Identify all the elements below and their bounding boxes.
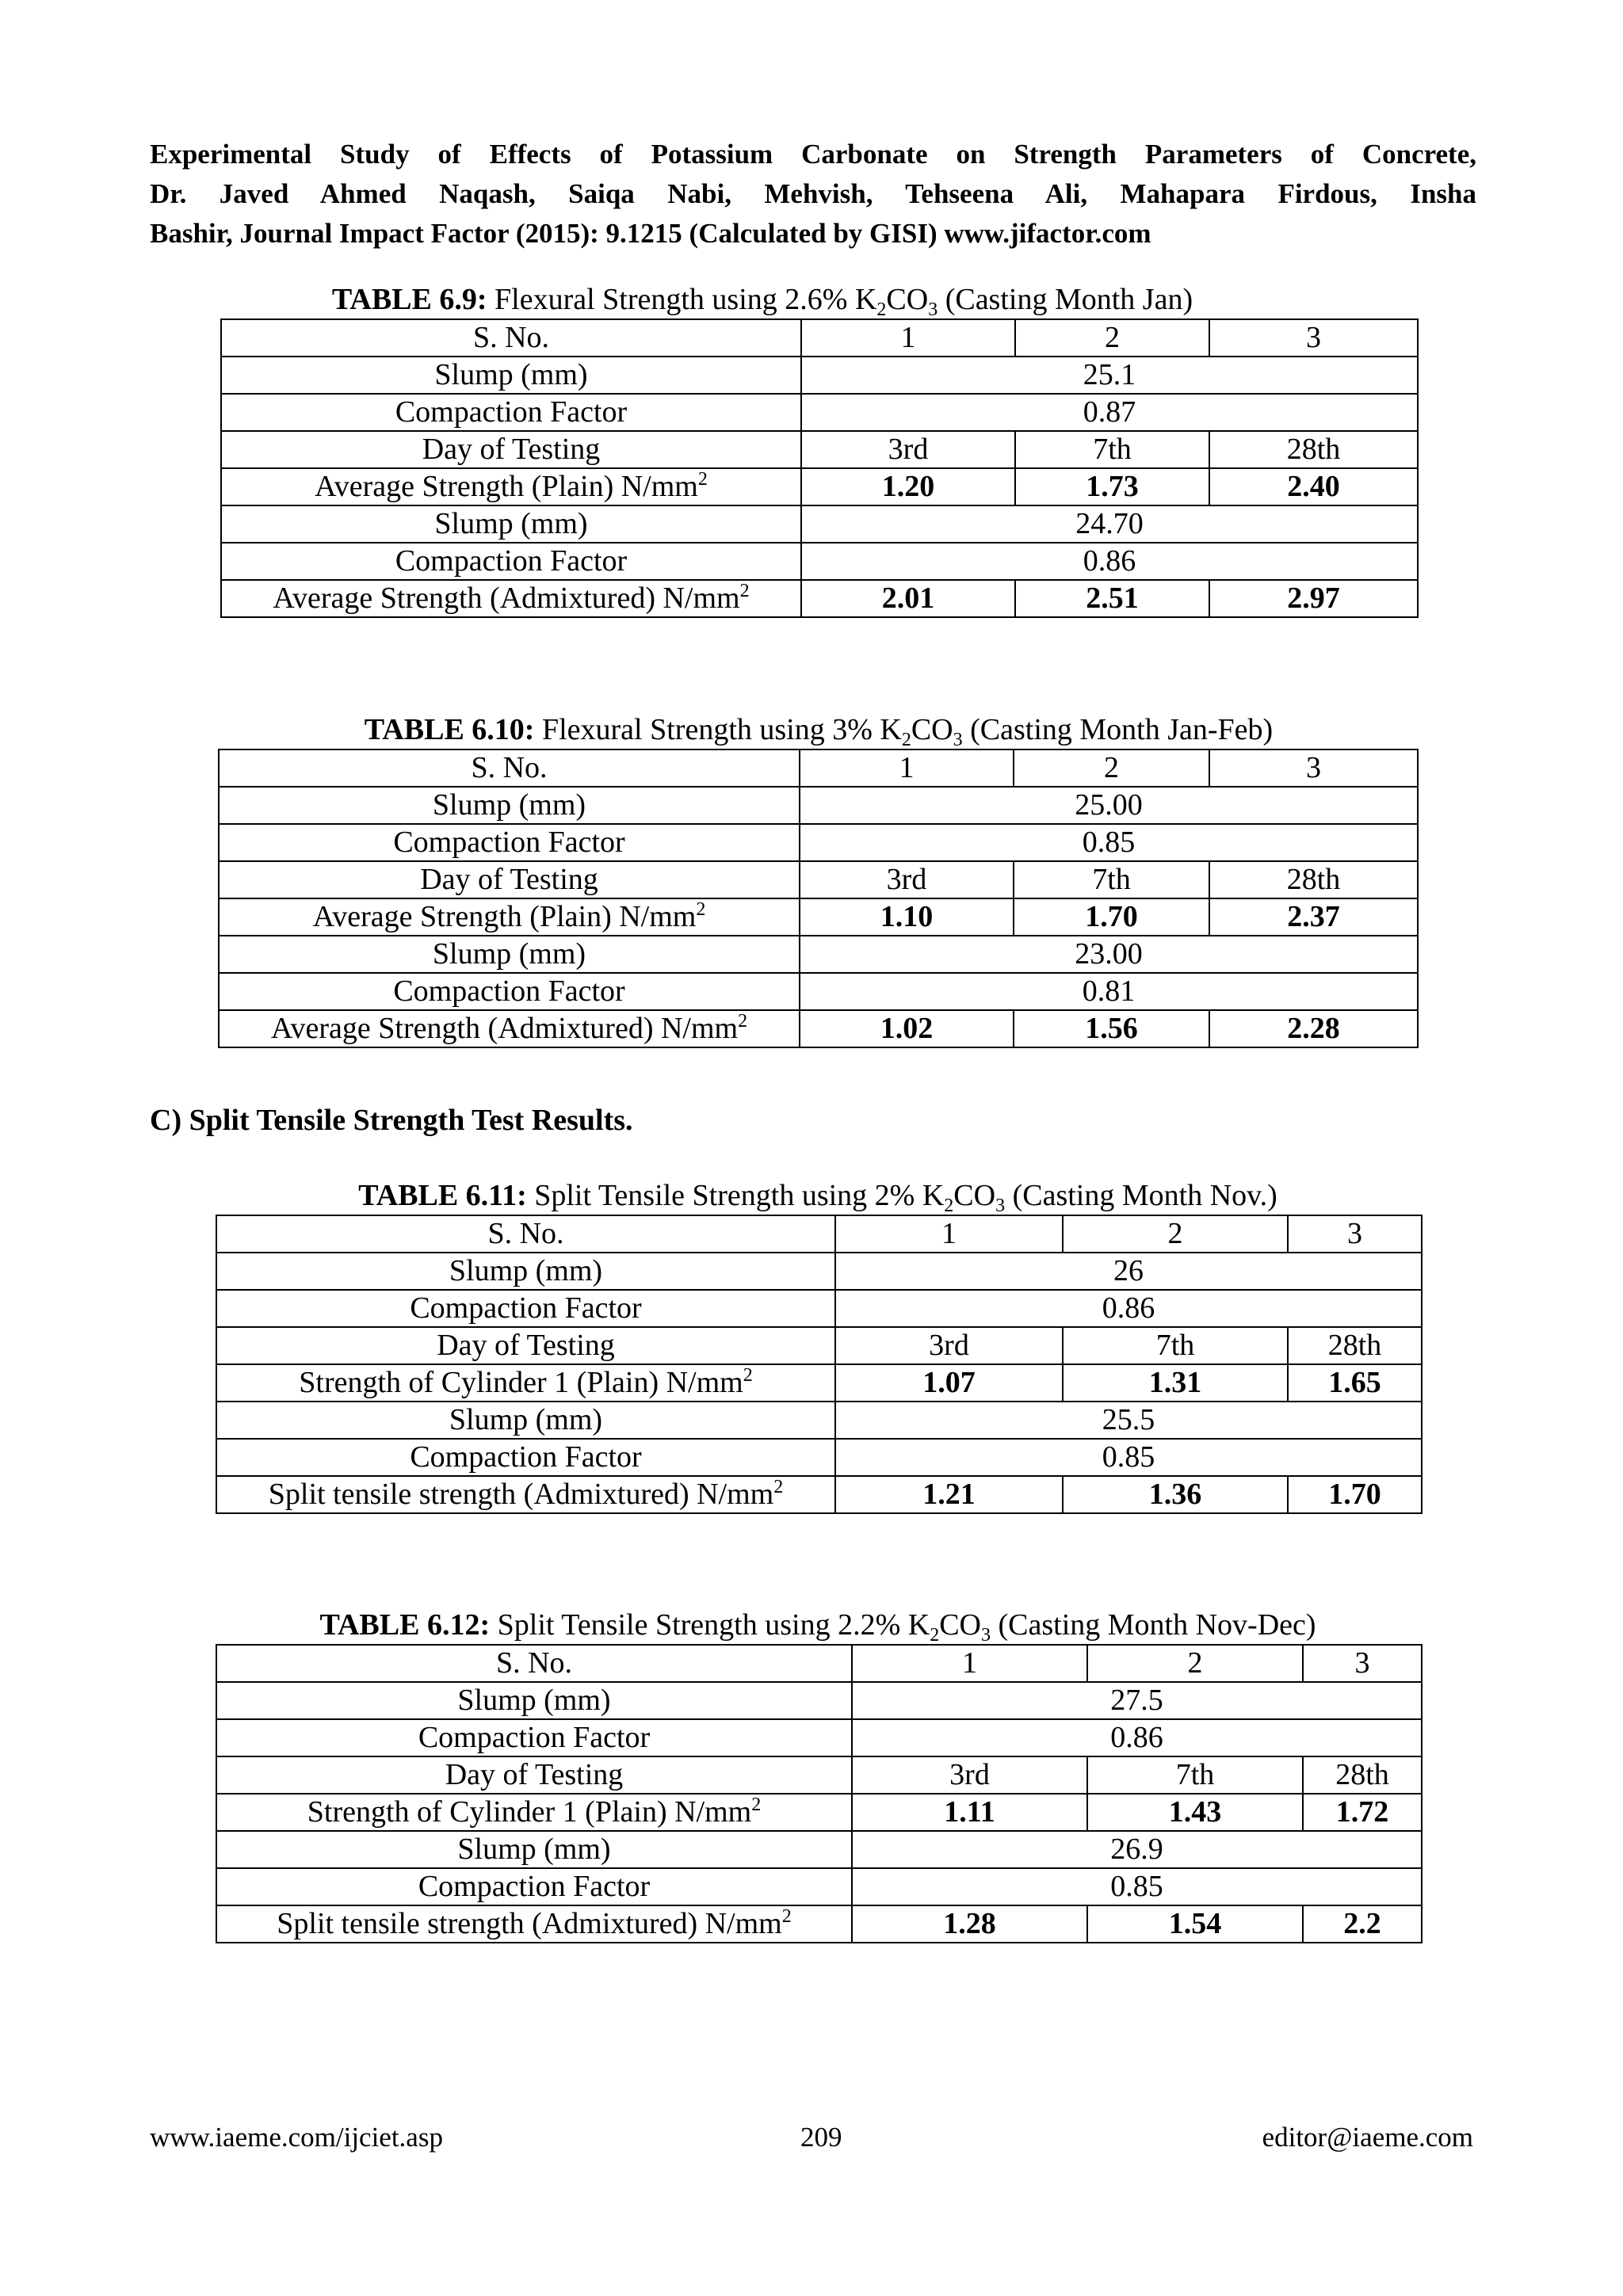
row-label: S. No. [221,319,801,357]
table-row [221,580,1418,617]
table-row [221,468,1418,505]
table-cell: 7th [1087,1756,1303,1794]
table-cell: 1.56 [1014,1010,1209,1047]
table-row [216,1905,1422,1943]
row-label: Split tensile strength (Admixtured) $N/mm^2$ [216,1905,852,1943]
row-label: Slump (mm) [219,787,800,824]
row-label: Slump (mm) [219,936,800,973]
table-row [221,357,1418,394]
row-label: S. No. [216,1215,835,1253]
table-cell: 1.21 [835,1476,1063,1513]
row-label: Compaction Factor [216,1290,835,1327]
table-cell: 3 [1288,1215,1422,1253]
table-cell: 1 [801,319,1015,357]
table-row [216,1756,1422,1794]
table-cell: 26 [835,1253,1422,1290]
table-row [221,543,1418,580]
table-cell: 28th [1288,1327,1422,1364]
table-cell: 1.73 [1015,468,1209,505]
table-cell: 23.00 [800,936,1418,973]
row-label: S. No. [219,749,800,787]
table-cell: 3rd [801,431,1015,468]
table-cell: 2.37 [1209,898,1418,936]
table-cell: 2.28 [1209,1010,1418,1047]
table-row [221,319,1418,357]
row-label: Slump (mm) [221,505,801,543]
table-cell: 1.65 [1288,1364,1422,1402]
table-row [219,898,1418,936]
footer-email-link[interactable]: editor@iaeme.com [1262,2122,1473,2153]
row-label: Split tensile strength (Admixtured) $N/mm^2$ [216,1476,835,1513]
table-caption: TABLE 6.9: Flexural Strength using 2.6% $K_2CO_3$ (Casting Month Jan) [331,283,1193,320]
table-cell: 1 [852,1645,1087,1682]
table-cell: 0.86 [852,1719,1422,1756]
table-row [216,1290,1422,1327]
row-label: Day of Testing [216,1327,835,1364]
row-label: Average Strength (Admixtured) $N/mm^2$ [219,1010,800,1047]
table-cell: 0.85 [852,1868,1422,1905]
table-cell: 1.54 [1087,1905,1303,1943]
running-header [150,135,1476,254]
table-row [219,936,1418,973]
row-label: Compaction Factor [219,973,800,1010]
table-cell: 2.97 [1209,580,1418,617]
table-row [219,861,1418,898]
row-label: S. No. [216,1645,852,1682]
row-label: Strength of Cylinder 1 (Plain) $N/mm^2$ [216,1364,835,1402]
table-row [219,1010,1418,1047]
table-row [216,1868,1422,1905]
row-label: Compaction Factor [221,394,801,431]
table-row [219,749,1418,787]
row-label: Average Strength (Admixtured) $N/mm^2$ [221,580,801,617]
table-cell: 1 [835,1215,1063,1253]
table-row [219,824,1418,861]
row-label: Slump (mm) [221,357,801,394]
table-cell: 1.72 [1303,1794,1422,1831]
table-cell: 2.40 [1209,468,1418,505]
table-cell: 7th [1014,861,1209,898]
row-label: Compaction Factor [216,1439,835,1476]
header-line-3: Bashir, Journal Impact Factor (2015): 9.1215 (Calculated by GISI) www.jifactor.com [150,218,1151,249]
row-label: Slump (mm) [216,1402,835,1439]
table-cell: 1.70 [1288,1476,1422,1513]
row-label: Day of Testing [219,861,800,898]
row-label: Compaction Factor [216,1868,852,1905]
table-row [216,1476,1422,1513]
page-number: 209 [800,2122,842,2153]
table-row [216,1794,1422,1831]
data-table [216,1215,1423,1514]
table-cell: 2.2 [1303,1905,1422,1943]
row-label: Compaction Factor [221,543,801,580]
table-caption: TABLE 6.12: Split Tensile Strength using 2.2% $K_2CO_3$ (Casting Month Nov-Dec) [319,1608,1316,1646]
table-cell: 2 [1063,1215,1288,1253]
row-label: Compaction Factor [216,1719,852,1756]
table-cell: 1.43 [1087,1794,1303,1831]
table-cell: 1.36 [1063,1476,1288,1513]
row-label: Day of Testing [216,1756,852,1794]
table-row [216,1682,1422,1719]
table-caption: TABLE 6.10: Flexural Strength using 3% $K_2CO_3$ (Casting Month Jan-Feb) [364,713,1274,750]
table-row [216,1327,1422,1364]
table-row [221,505,1418,543]
table-row [216,1719,1422,1756]
table-cell: 1.02 [800,1010,1014,1047]
table-cell: 3rd [852,1756,1087,1794]
table-cell: 0.86 [801,543,1418,580]
table-cell: 3 [1303,1645,1422,1682]
table-row [219,787,1418,824]
table-cell: 3rd [800,861,1014,898]
table-cell: 1.70 [1014,898,1209,936]
footer-url-link[interactable]: www.iaeme.com/ijciet.asp [150,2122,443,2153]
table-cell: 1 [800,749,1014,787]
row-label: Slump (mm) [216,1682,852,1719]
table-cell: 26.9 [852,1831,1422,1868]
table-row [216,1439,1422,1476]
table-cell: 25.5 [835,1402,1422,1439]
header-line-1: Experimental Study of Effects of Potassium Carbonate on Strength Parameters of Concrete, [150,139,1476,170]
table-cell: 7th [1015,431,1209,468]
table-cell: 1.31 [1063,1364,1288,1402]
table-cell: 1.10 [800,898,1014,936]
table-cell: 1.11 [852,1794,1087,1831]
table-row [216,1253,1422,1290]
table-row [219,973,1418,1010]
row-label: Compaction Factor [219,824,800,861]
table-cell: 2 [1087,1645,1303,1682]
table-cell: 2.01 [801,580,1015,617]
table-cell: 28th [1303,1756,1422,1794]
data-table [220,318,1419,618]
table-cell: 2.51 [1015,580,1209,617]
row-label: Slump (mm) [216,1831,852,1868]
table-row [216,1645,1422,1682]
row-label: Average Strength (Plain) $N/mm^2$ [221,468,801,505]
table-row [216,1364,1422,1402]
table-cell: 1.07 [835,1364,1063,1402]
table-cell: 0.85 [800,824,1418,861]
row-label: Slump (mm) [216,1253,835,1290]
table-cell: 24.70 [801,505,1418,543]
row-label: Average Strength (Plain) $N/mm^2$ [219,898,800,936]
header-line-2: Dr. Javed Ahmed Naqash, Saiqa Nabi, Mehvish, Tehseena Ali, Mahapara Firdous, Insha [150,178,1476,209]
row-label: Strength of Cylinder 1 (Plain) $N/mm^2$ [216,1794,852,1831]
table-cell: 7th [1063,1327,1288,1364]
table-cell: 0.86 [835,1290,1422,1327]
table-cell: 25.00 [800,787,1418,824]
table-cell: 27.5 [852,1682,1422,1719]
table-cell: 3 [1209,319,1418,357]
section-heading: C) Split Tensile Strength Test Results. [150,1104,633,1137]
table-row [216,1215,1422,1253]
table-cell: 28th [1209,861,1418,898]
table-caption: TABLE 6.11: Split Tensile Strength using 2% $K_2CO_3$ (Casting Month Nov.) [358,1179,1277,1216]
table-cell: 3 [1209,749,1418,787]
table-cell: 1.20 [801,468,1015,505]
table-cell: 2 [1014,749,1209,787]
table-cell: 28th [1209,431,1418,468]
table-row [221,394,1418,431]
table-cell: 0.81 [800,973,1418,1010]
table-cell: 2 [1015,319,1209,357]
table-cell: 0.85 [835,1439,1422,1476]
data-table [216,1644,1423,1943]
table-row [216,1402,1422,1439]
table-cell: 0.87 [801,394,1418,431]
table-cell: 3rd [835,1327,1063,1364]
table-cell: 1.28 [852,1905,1087,1943]
row-label: Day of Testing [221,431,801,468]
table-row [221,431,1418,468]
data-table [218,749,1419,1048]
table-row [216,1831,1422,1868]
table-cell: 25.1 [801,357,1418,394]
